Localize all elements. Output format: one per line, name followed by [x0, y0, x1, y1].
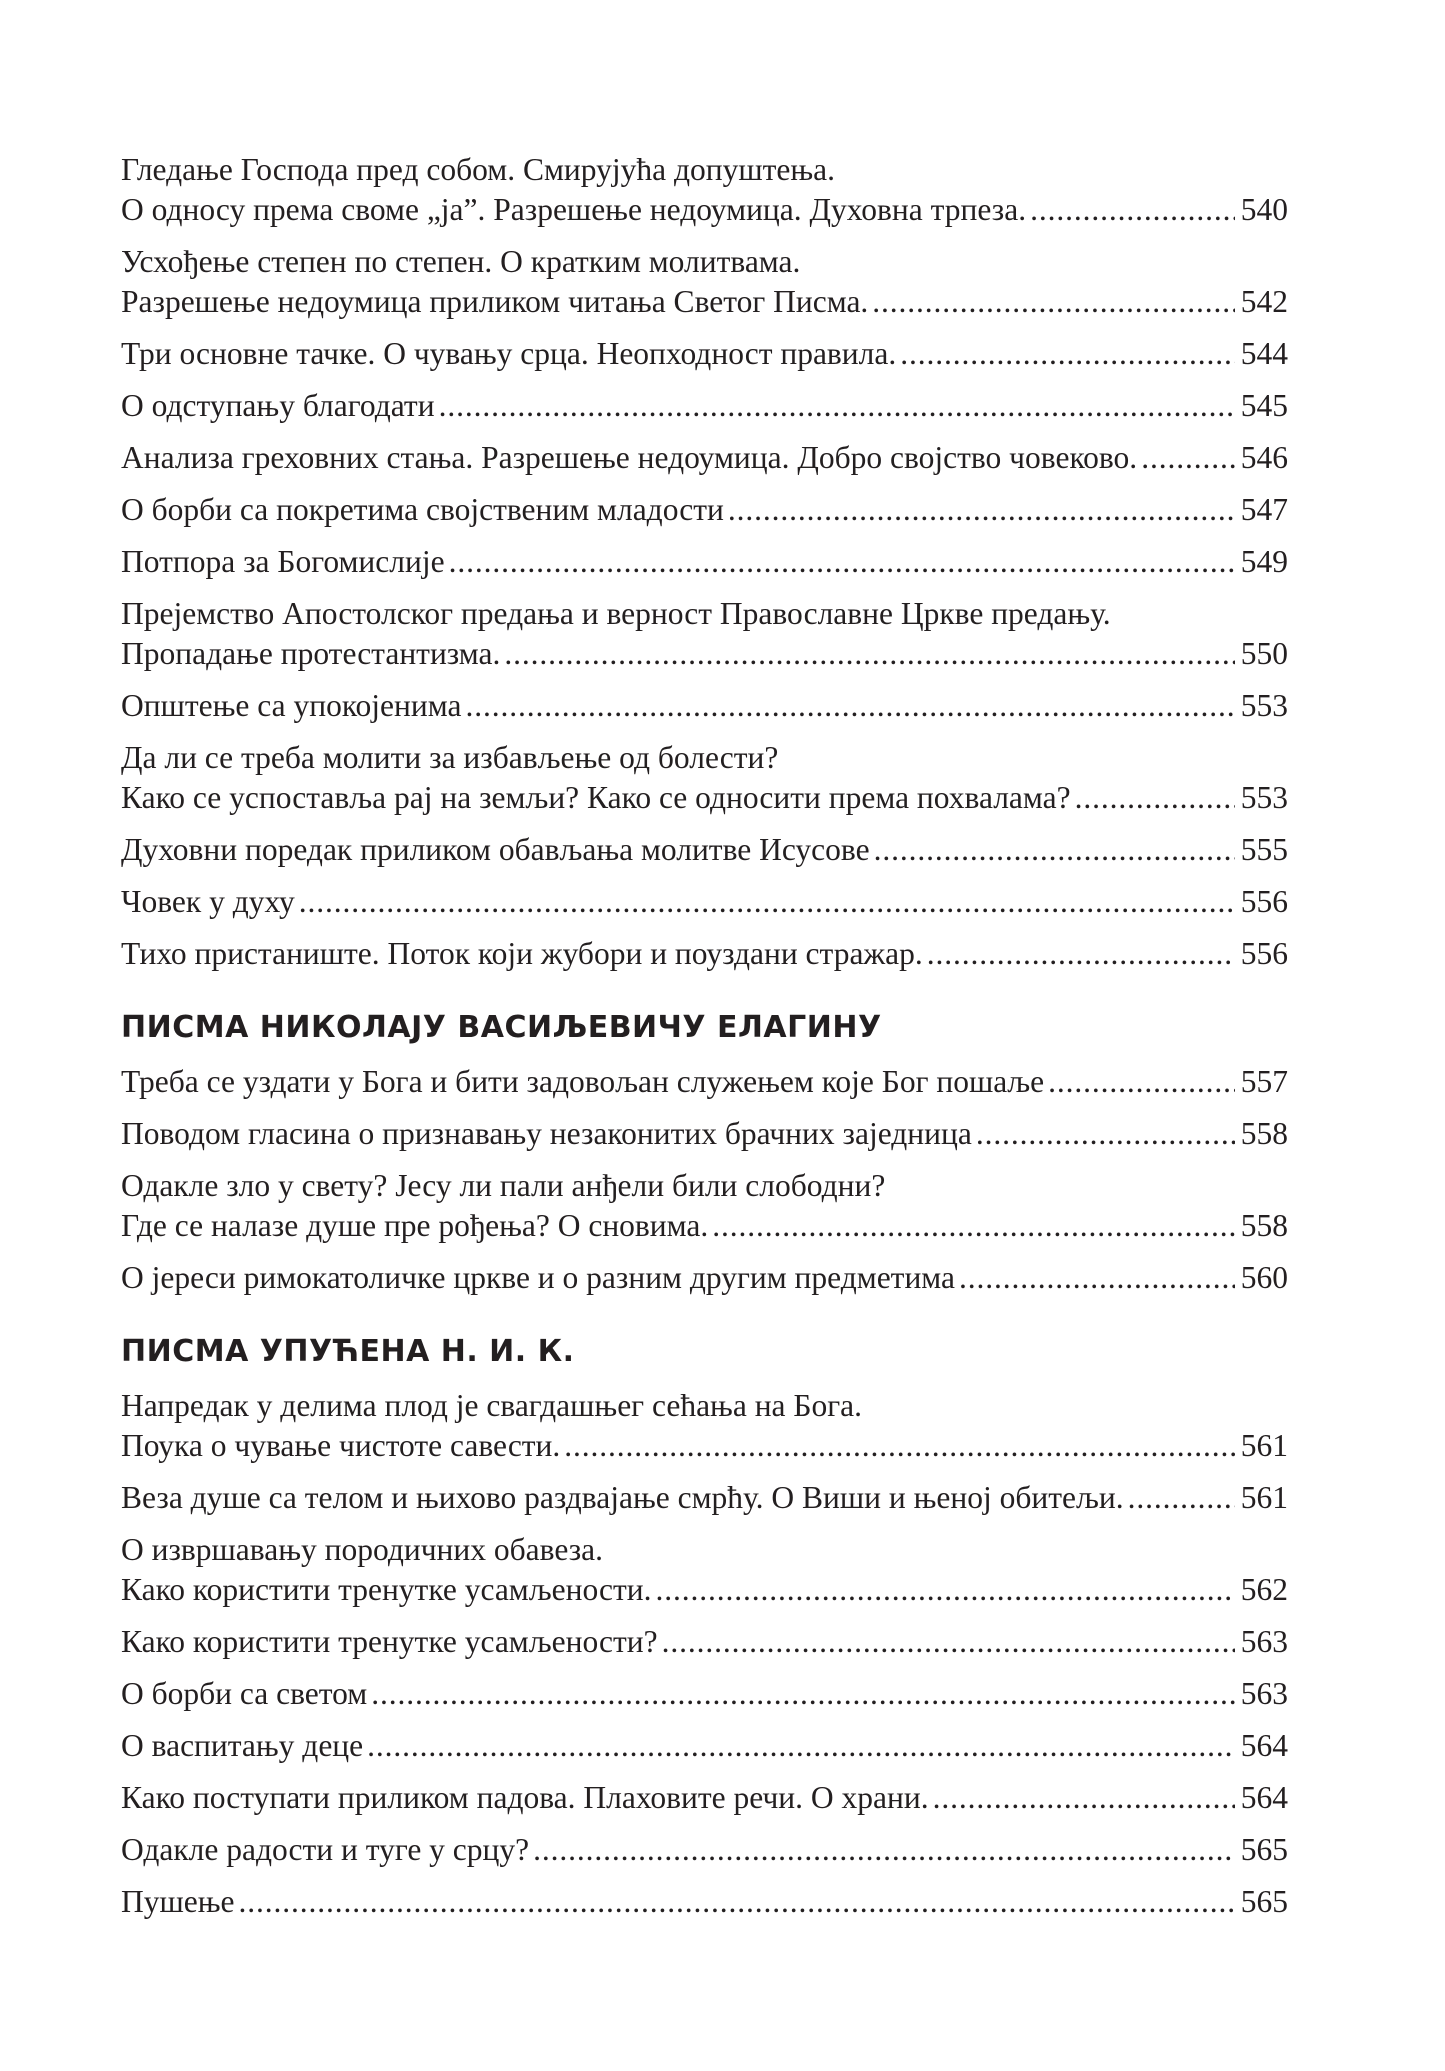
toc-entry-title-line: Одакле зло у свету? Јесу ли пали анђели били слободни? — [121, 1168, 886, 1203]
page-number: 553 — [1240, 688, 1288, 723]
toc-entry[interactable] — [121, 242, 1288, 322]
toc-entry-title-line: Да ли се треба молити за избављење од болести? — [121, 740, 779, 775]
toc-entry-final-line — [121, 1622, 1288, 1662]
dot-leader — [662, 1622, 1235, 1662]
toc-entry[interactable] — [121, 1530, 1288, 1610]
page-number: 544 — [1240, 336, 1288, 371]
page-number: 558 — [1240, 1208, 1288, 1243]
dot-leader — [564, 1426, 1234, 1466]
toc-entry-title: Поводом гласина о признавању незаконитих брачних заједница — [121, 1116, 972, 1151]
dot-leader — [1141, 438, 1235, 478]
page-number: 540 — [1240, 192, 1288, 227]
toc-entry-title-line: О извршавању породичних обавеза. — [121, 1532, 604, 1567]
toc-entry-final-line — [121, 686, 1288, 726]
toc-entry-title: Потпора за Богомислије — [121, 544, 445, 579]
dot-leader — [239, 1882, 1235, 1922]
toc-entry-final-line — [121, 882, 1288, 922]
toc-entry-final-line — [121, 1478, 1288, 1518]
dot-leader — [533, 1830, 1235, 1870]
toc-entry[interactable] — [121, 386, 1288, 426]
toc-entry-title: Веза душе са телом и њихово раздвајање смрћу. О Виши и њеној обитељи. — [121, 1480, 1124, 1515]
toc-entry[interactable] — [121, 490, 1288, 530]
toc-entry[interactable] — [121, 738, 1288, 818]
toc-entry-title: Како користити тренутке усамљености? — [121, 1624, 658, 1659]
page-number: 546 — [1240, 440, 1288, 475]
toc-entry-final-line — [121, 1258, 1288, 1298]
toc-entry[interactable] — [121, 1166, 1288, 1246]
page-number: 565 — [1240, 1832, 1288, 1867]
dot-leader — [504, 634, 1234, 674]
dot-leader — [1128, 1478, 1235, 1518]
toc-entry-final-line — [121, 830, 1288, 870]
toc-entry-final-line — [121, 1062, 1288, 1102]
dot-leader — [449, 542, 1235, 582]
page-number: 558 — [1240, 1116, 1288, 1151]
page-number: 542 — [1240, 284, 1288, 319]
toc-entry-title: О одступању благодати — [121, 388, 435, 423]
page-number: 564 — [1240, 1728, 1288, 1763]
dot-leader — [439, 386, 1235, 426]
dot-leader — [371, 1674, 1235, 1714]
dot-leader — [656, 1570, 1235, 1610]
toc-entry-final-line — [121, 1882, 1288, 1922]
toc-entry-final-line — [121, 386, 1288, 426]
toc-entry-final-line — [121, 634, 1288, 674]
toc-entry-title: Човек у духу — [121, 884, 295, 919]
page-number: 550 — [1240, 636, 1288, 671]
section-title: ПИСМА НИКОЛАЈУ ВАСИЉЕВИЧУ ЕЛАГИНУ — [121, 1010, 882, 1045]
toc-entry-final-line — [121, 1426, 1288, 1466]
toc-entry-final-line — [121, 1674, 1288, 1714]
page-number: 547 — [1240, 492, 1288, 527]
toc-entry-title: Поука о чување чистоте савести. — [121, 1428, 561, 1463]
toc-entry[interactable] — [121, 1114, 1288, 1154]
toc-entry-final-line — [121, 190, 1288, 230]
toc-entry-title: Тихо пристаниште. Поток који жубори и поуздани стражар. — [121, 936, 923, 971]
toc-entry[interactable] — [121, 438, 1288, 478]
page-number: 560 — [1240, 1260, 1288, 1295]
toc-entry[interactable] — [121, 1830, 1288, 1870]
dot-leader — [465, 686, 1234, 726]
toc-entry[interactable] — [121, 882, 1288, 922]
toc-entry-title: О односу према своме „ја”. Разрешење недоумица. Духовна трпеза. — [121, 192, 1027, 227]
page-number: 557 — [1240, 1064, 1288, 1099]
toc-entry-title-line: Прејемство Апостолског предања и верност Православне Цркве предању. — [121, 596, 1111, 631]
toc-entry[interactable] — [121, 1674, 1288, 1714]
toc-entry-title: Одакле радости и туге у срцу? — [121, 1832, 530, 1867]
page-number: 562 — [1240, 1572, 1288, 1607]
toc-entry-final-line — [121, 282, 1288, 322]
toc-entry-title: Како користити тренутке усамљености. — [121, 1572, 652, 1607]
dot-leader — [299, 882, 1235, 922]
toc-entry-final-line — [121, 1726, 1288, 1766]
page-number: 564 — [1240, 1780, 1288, 1815]
toc-entry-title: Како се успоставља рај на земљи? Како се односити према похвалама? — [121, 780, 1071, 815]
toc-entry-title-line: Усхођење степен по степен. О кратким молитвама. — [121, 244, 801, 279]
table-of-contents — [121, 150, 1288, 1934]
page-number: 556 — [1240, 936, 1288, 971]
toc-entry[interactable] — [121, 542, 1288, 582]
toc-entry-title: Треба се уздати у Бога и бити задовољан служењем које Бог пошаље — [121, 1064, 1045, 1099]
dot-leader — [872, 282, 1234, 322]
page-number: 563 — [1240, 1676, 1288, 1711]
page-number: 563 — [1240, 1624, 1288, 1659]
dot-leader — [712, 1206, 1235, 1246]
section-title: ПИСМА УПУЋЕНА Н. И. К. — [121, 1334, 575, 1369]
toc-entry-final-line — [121, 778, 1288, 818]
toc-entry[interactable] — [121, 1258, 1288, 1298]
page-number: 565 — [1240, 1884, 1288, 1919]
toc-entry-final-line — [121, 1206, 1288, 1246]
dot-leader — [367, 1726, 1235, 1766]
toc-entry-final-line — [121, 934, 1288, 974]
toc-entry-title: Где се налазе душе пре рођења? О сновима. — [121, 1208, 709, 1243]
toc-entry-title-line: Напредак у делима плод је свагдашњег сећања на Бога. — [121, 1388, 863, 1423]
toc-entry-final-line — [121, 1778, 1288, 1818]
toc-entry-title: Како поступати приликом падова. Плаховите речи. О храни. — [121, 1780, 929, 1815]
page-number: 561 — [1240, 1428, 1288, 1463]
toc-entry-final-line — [121, 438, 1288, 478]
toc-entry-title-line: Гледање Господа пред собом. Смирујућа допуштења. — [121, 152, 835, 187]
page-number: 553 — [1240, 780, 1288, 815]
dot-leader — [933, 1778, 1235, 1818]
toc-entry-title: Пушење — [121, 1884, 235, 1919]
toc-entry[interactable] — [121, 334, 1288, 374]
toc-entry-title: Духовни поредак приликом обављања молитве Исусове — [121, 832, 870, 867]
toc-entry[interactable] — [121, 686, 1288, 726]
toc-entry[interactable] — [121, 594, 1288, 674]
dot-leader — [728, 490, 1235, 530]
toc-entry-final-line — [121, 1114, 1288, 1154]
toc-entry[interactable] — [121, 150, 1288, 230]
toc-entry-title: О борби са покретима својственим младости — [121, 492, 724, 527]
toc-entry-title: Разрешење недоумица приликом читања Светог Писма. — [121, 284, 869, 319]
toc-entry-title: Пропадање протестантизма. — [121, 636, 501, 671]
dot-leader — [1075, 778, 1235, 818]
toc-entry[interactable] — [121, 1882, 1288, 1922]
page-number: 561 — [1240, 1480, 1288, 1515]
dot-leader — [927, 934, 1235, 974]
dot-leader — [900, 334, 1235, 374]
toc-entry[interactable] — [121, 1062, 1288, 1102]
page-number: 556 — [1240, 884, 1288, 919]
toc-entry-final-line — [121, 1570, 1288, 1610]
toc-entry-final-line — [121, 1830, 1288, 1870]
toc-entry-final-line — [121, 490, 1288, 530]
page-number: 555 — [1240, 832, 1288, 867]
toc-entry-title: Општење са упокојенима — [121, 688, 462, 723]
dot-leader — [959, 1258, 1235, 1298]
dot-leader — [1048, 1062, 1235, 1102]
toc-entry[interactable] — [121, 1622, 1288, 1662]
toc-entry[interactable] — [121, 934, 1288, 974]
toc-entry-final-line — [121, 542, 1288, 582]
toc-entry-final-line — [121, 334, 1288, 374]
page-number: 549 — [1240, 544, 1288, 579]
toc-entry-title: Анализа греховних стања. Разрешење недоумица. Добро својство човеково. — [121, 440, 1138, 475]
toc-entry[interactable] — [121, 1726, 1288, 1766]
toc-entry-title: О јереси римокатоличке цркве и о разним другим предметима — [121, 1260, 955, 1295]
dot-leader — [976, 1114, 1235, 1154]
toc-entry-title: О борби са светом — [121, 1676, 368, 1711]
dot-leader — [1030, 190, 1235, 230]
toc-entry-title: Три основне тачке. О чувању срца. Неопходност правила. — [121, 336, 897, 371]
toc-entry[interactable] — [121, 1386, 1288, 1466]
toc-entry[interactable] — [121, 1478, 1288, 1518]
toc-entry[interactable] — [121, 1778, 1288, 1818]
dot-leader — [874, 830, 1235, 870]
toc-entry-title: О васпитању деце — [121, 1728, 364, 1763]
page-number: 545 — [1240, 388, 1288, 423]
toc-entry[interactable] — [121, 830, 1288, 870]
